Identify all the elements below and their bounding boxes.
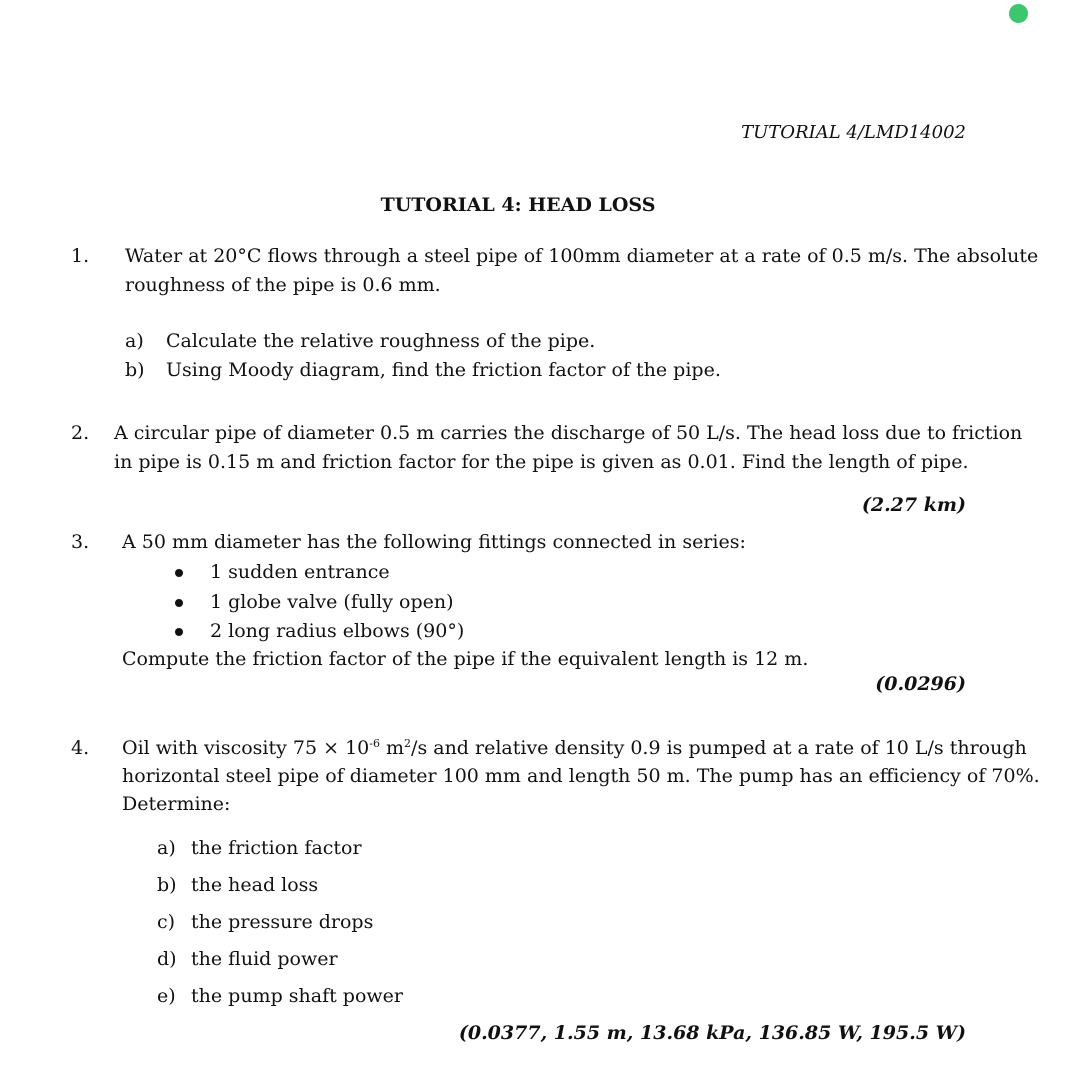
unit-text: m <box>379 737 405 759</box>
question-text-line: horizontal steel pipe of diameter 100 mm and length 50 m. The pump has an efficiency of 70%. <box>122 765 1040 787</box>
question-number: 4. <box>71 737 90 759</box>
part-label: b) <box>157 874 177 896</box>
exponent: 2 <box>404 737 412 750</box>
part-label: a) <box>125 330 144 352</box>
list-item: 1 globe valve (fully open) <box>210 591 454 613</box>
question-text-line: Compute the friction factor of the pipe if the equivalent length is 12 m. <box>122 648 809 670</box>
part-text: the head loss <box>191 874 319 896</box>
question-text-line: in pipe is 0.15 m and friction factor for the pipe is given as 0.01. Find the length of pipe. <box>114 451 969 473</box>
answer-text: (0.0296) <box>875 673 966 695</box>
question-number: 1. <box>71 245 90 267</box>
part-label: c) <box>157 911 176 933</box>
list-item: 1 sudden entrance <box>210 561 390 583</box>
status-indicator-dot <box>1009 4 1028 23</box>
bullet-icon <box>175 569 183 577</box>
bullet-icon <box>175 628 183 636</box>
question-text-line: A circular pipe of diameter 0.5 m carries the discharge of 50 L/s. The head loss due to friction <box>114 422 1023 444</box>
page-title: TUTORIAL 4: HEAD LOSS <box>380 194 656 216</box>
exponent: -6 <box>369 737 380 750</box>
question-text-line: A 50 mm diameter has the following fittings connected in series: <box>122 531 746 553</box>
bullet-icon <box>175 599 183 607</box>
part-text: the pump shaft power <box>191 985 403 1007</box>
part-label: b) <box>125 359 145 381</box>
part-text: the friction factor <box>191 837 362 859</box>
question-text-line <box>122 737 1027 759</box>
part-label: e) <box>157 985 176 1007</box>
question-text-rest: /s and relative density 0.9 is pumped at a rate of 10 L/s through <box>411 737 1027 759</box>
question-text-line: Determine: <box>122 793 231 815</box>
part-text: Calculate the relative roughness of the pipe. <box>166 330 596 352</box>
part-text: the pressure drops <box>191 911 374 933</box>
viscosity-text: Oil with viscosity 75 × 10 <box>122 737 370 759</box>
part-text: Using Moody diagram, find the friction factor of the pipe. <box>166 359 721 381</box>
list-item: 2 long radius elbows (90°) <box>210 620 465 642</box>
part-label: d) <box>157 948 177 970</box>
part-label: a) <box>157 837 176 859</box>
question-number: 2. <box>71 422 90 444</box>
question-text-line: Water at 20°C flows through a steel pipe of 100mm diameter at a rate of 0.5 m/s. The absolute <box>125 245 1039 267</box>
question-text-line: roughness of the pipe is 0.6 mm. <box>125 274 441 296</box>
question-number: 3. <box>71 531 90 553</box>
answer-text: (0.0377, 1.55 m, 13.68 kPa, 136.85 W, 195.5 W) <box>458 1022 966 1044</box>
answer-text: (2.27 km) <box>861 494 966 516</box>
part-text: the fluid power <box>191 948 338 970</box>
course-code: TUTORIAL 4/LMD14002 <box>741 122 966 143</box>
